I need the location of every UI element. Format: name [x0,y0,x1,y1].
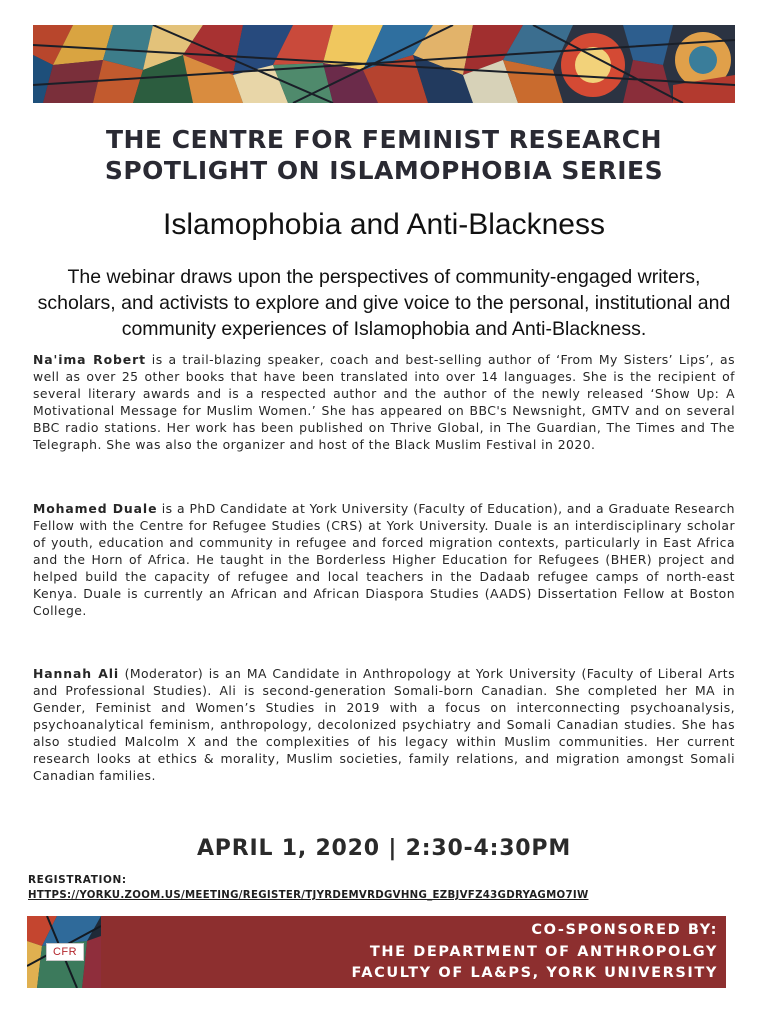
speaker-bio-text: is a trail-blazing speaker, coach and best-selling author of ‘From My Sisters’ Lips’, as well as over 25 other books that have been translated into over 14 languages. She is the recipient of several literary awards and is a respected author and the author of the newly released ‘Show Up: A Motivational Message for Muslim Women.’ She has appeared on BBC's Newsnight, GMTV and on several BBC radio stations. Her work has been published on Thrive Global, in The Guardian, The Times and The Telegraph. She was also the organizer and host of the Black Muslim Festival in 2020. [33,352,735,452]
moderator-name: Hannah Ali [33,666,120,681]
event-summary: The webinar draws upon the perspectives of community-engaged writers, scholars, and activists to explore and give voice to the personal, institutional and community experiences of Islamophobia and Anti-Blackness. [37,266,731,340]
moderator-bio [33,665,735,784]
speaker-name: Mohamed Duale [33,501,158,516]
speaker-bio [33,351,735,453]
stained-glass-banner [33,25,735,103]
event-date-time: APRIL 1, 2020 | 2:30-4:30PM [196,836,572,861]
registration-label: REGISTRATION: [28,874,127,886]
event-subtitle: Islamophobia and Anti-Blackness [163,208,605,241]
page-title [0,124,768,186]
speaker-bio-text: is a PhD Candidate at York University (Faculty of Education), and a Graduate Research Fellow with the Centre for Refugee Studies (CRS) at York University. Duale is an interdisciplinary scholar of youth, education and community in refugee and forced migration contexts, particularly in East Africa and the Horn of Africa. He taught in the Borderless Higher Education for Refugees (BHER) project and helped build the capacity of refugee and local teachers in the Dadaab refugee camps of north-east Kenya. Duale is currently an African and African Diaspora Studies (AADS) Dissertation Fellow at Boston College. [33,501,735,618]
sponsor-heading: CO-SPONSORED BY: [531,922,718,938]
sponsor-department: THE DEPARTMENT OF ANTHROPOLGY [369,943,718,960]
cfr-logo-text: CFR [46,943,84,961]
cfr-logo [27,916,101,988]
title-line-2: SPOTLIGHT ON ISLAMOPHOBIA SERIES [104,156,664,185]
sponsor-faculty: FACULTY OF LA&PS, YORK UNIVERSITY [351,965,718,981]
moderator-bio-text: (Moderator) is an MA Candidate in Anthropology at York University (Faculty of Liberal Arts and Professional Studies). Ali is second-generation Somali-born Canadian. She completed her MA in Gender, Feminist and Women’s Studies in 2019 with a focus on interconnecting psychoanalysis, psychoanalytical feminism, anthropology, decolonized psychiatry and Somali Canadian studies. She has also studied Malcolm X and the complexities of his legacy within Muslim communities. Her current research looks at ethics & morality, Muslim societies, family relations, and migration amongst Somali Canadian families. [33,666,736,783]
speaker-bio [33,500,735,619]
registration-link[interactable]: HTTPS://YORKU.ZOOM.US/MEETING/REGISTER/TJYRDEMVRDGVHNG_EZBJVFZ43GDRYAGMO7IW [28,890,589,901]
title-line-1: THE CENTRE FOR FEMINIST RESEARCH [105,125,663,154]
sponsor-text [351,920,718,985]
speaker-name: Na'ima Robert [33,352,146,367]
sponsor-footer [27,916,726,988]
